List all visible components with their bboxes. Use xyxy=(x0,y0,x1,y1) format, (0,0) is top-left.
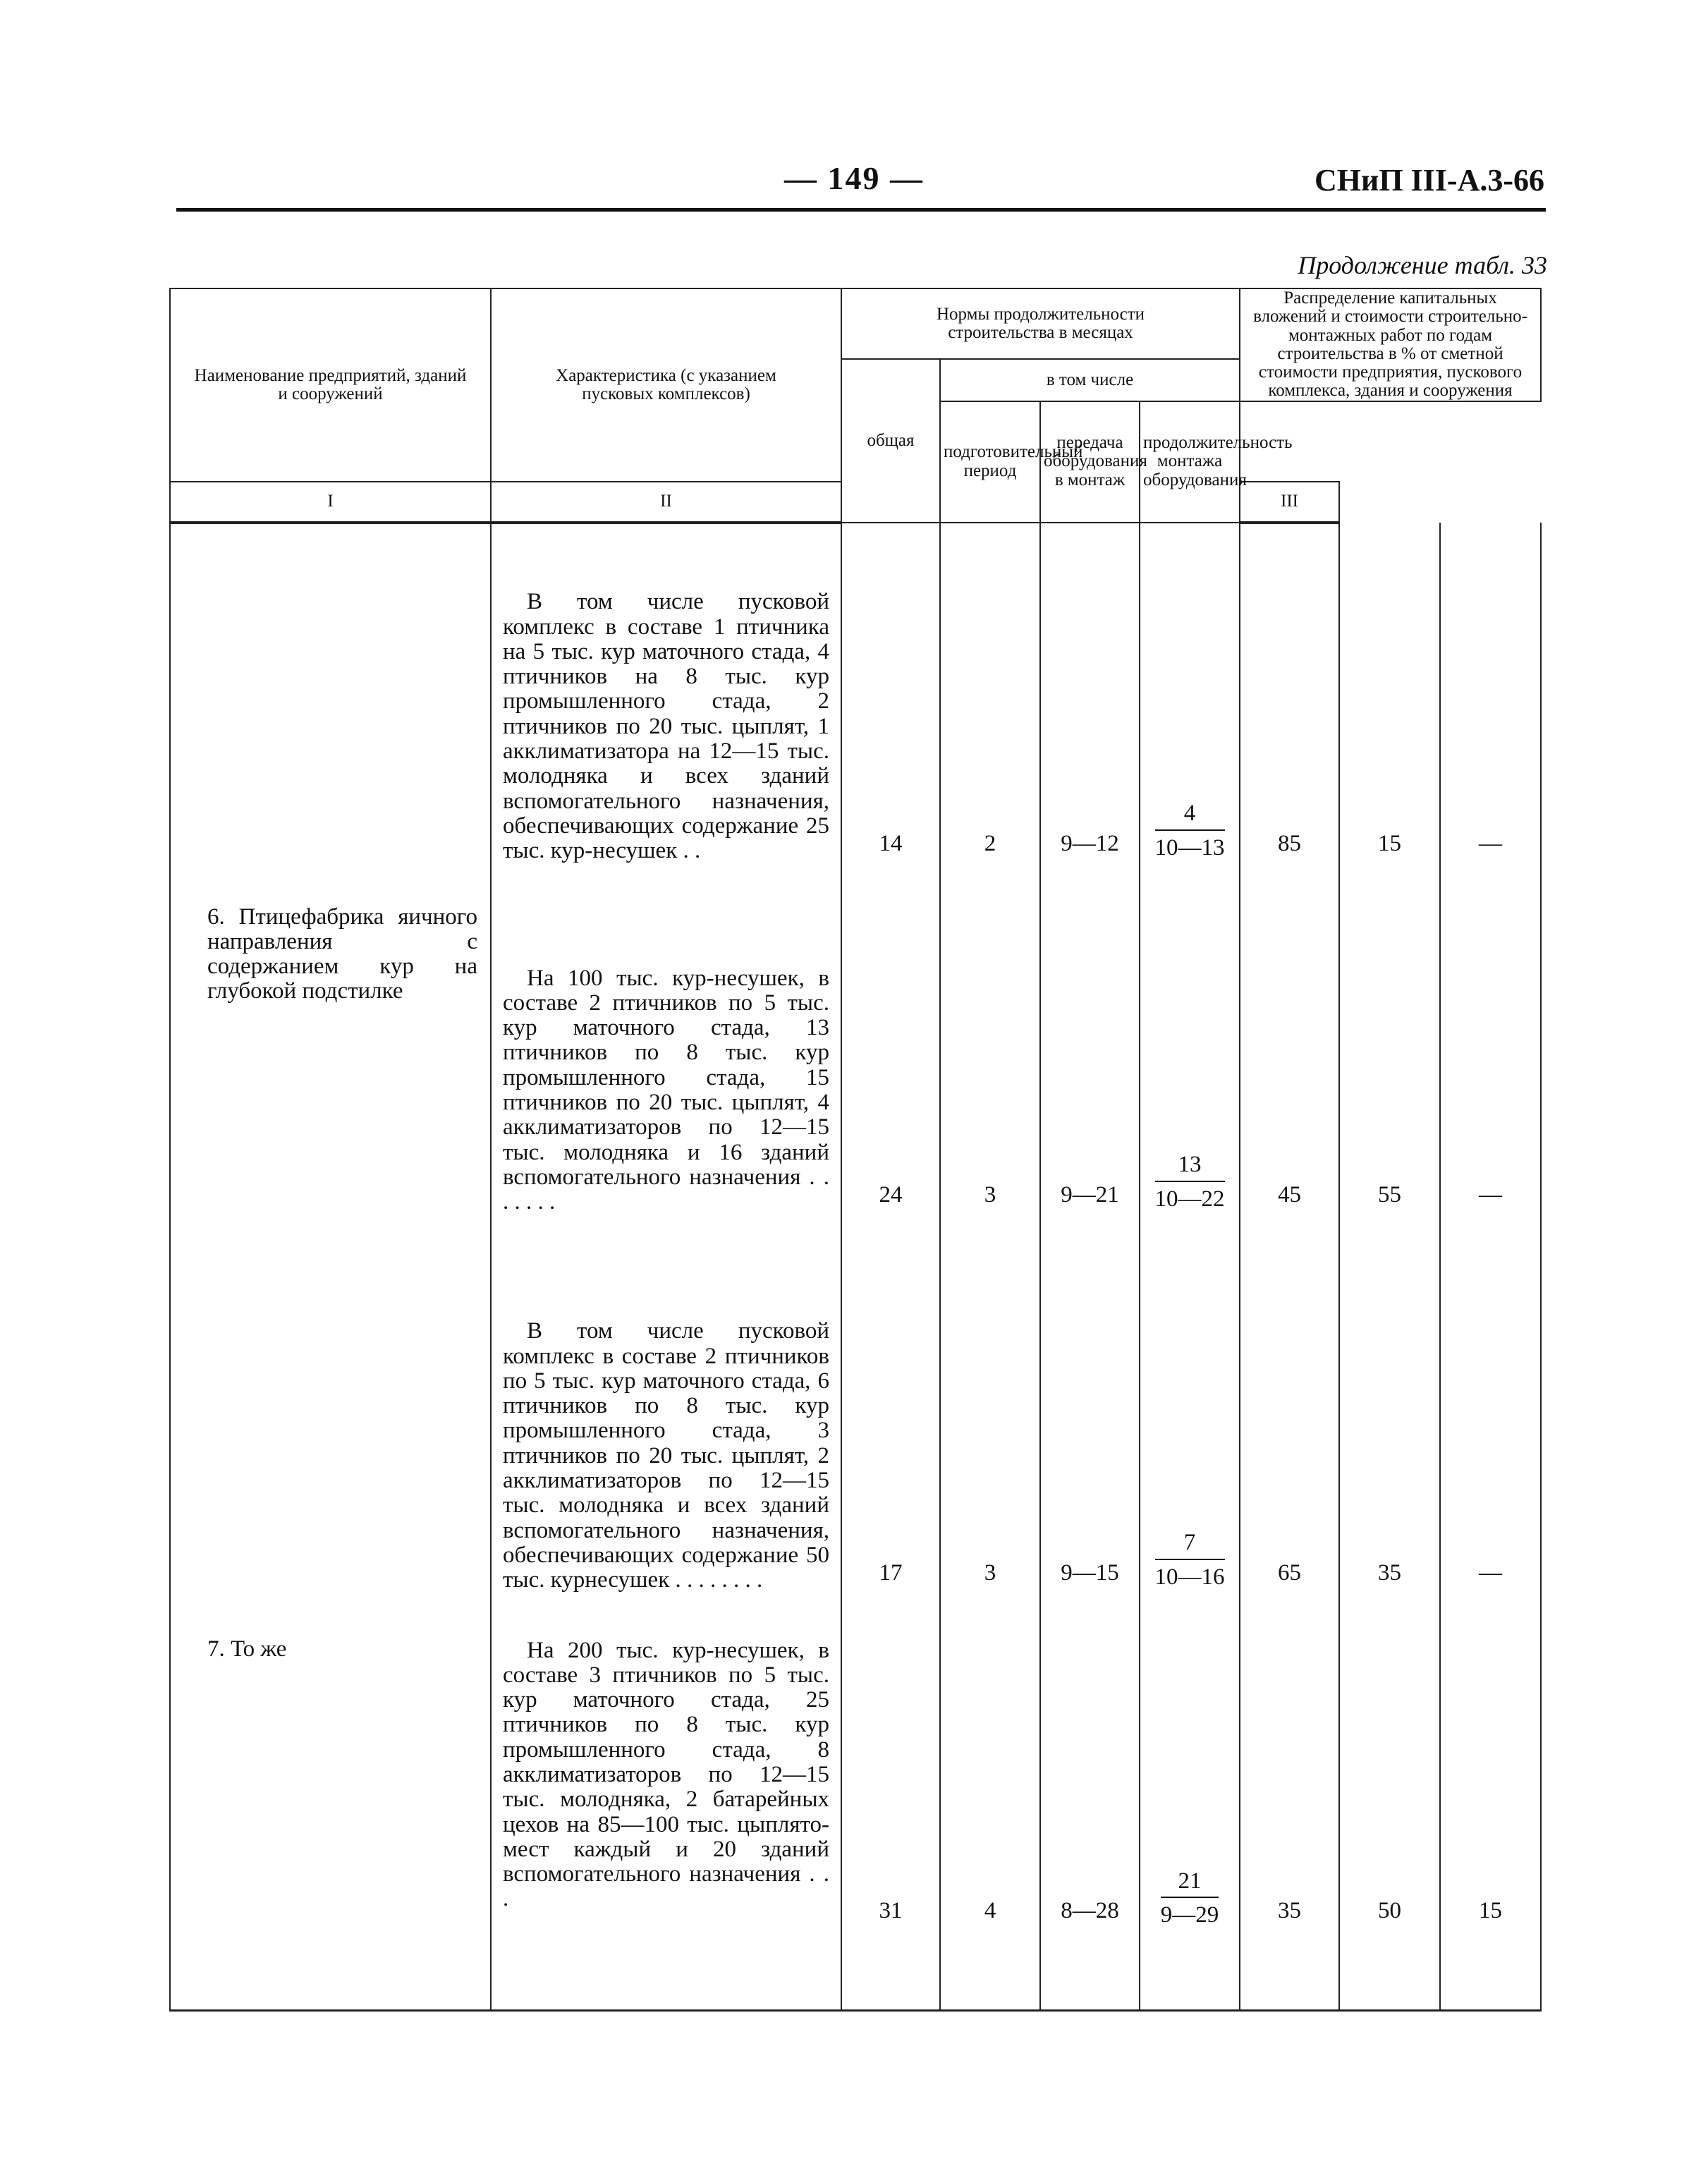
row-preparatory: 2 xyxy=(940,523,1040,864)
row-year-2: 15 xyxy=(1339,523,1440,864)
table-row xyxy=(170,864,1541,1215)
row-year-3: 15 xyxy=(1440,1593,1541,2011)
row-preparatory: 4 xyxy=(940,1593,1040,2011)
row-characteristic: В том числе пусковой комплекс в составе 2 птичников по 5 тыс. кур маточного стада, 6 птичников по 8 тыс. кур промышленного стада, 3 птичников по 20 тыс. цыплят, 2 акклиматизаторов по 12—15 тыс. молодняка и всех зданий вспомогательного назначения, обеспечивающих содержание 50 тыс. курнесушек . . . . . . . . xyxy=(491,1215,841,1593)
row-name xyxy=(170,1215,491,1593)
header-name: Наименование предприятий, зданий и сооружений xyxy=(170,288,491,482)
fraction-numerator: 13 xyxy=(1155,1152,1225,1181)
row-equipment-transfer: 9—21 xyxy=(1040,864,1140,1215)
row-installation xyxy=(1140,1215,1240,1593)
row-name: 6. Птицефабрика яичного направления с содержанием кур на глубокой подстилке xyxy=(170,864,491,1215)
row-equipment-transfer: 9—15 xyxy=(1040,1215,1140,1593)
table-row xyxy=(170,1215,1541,1593)
header-including: в том числе xyxy=(940,359,1240,401)
row-equipment-transfer: 8—28 xyxy=(1040,1593,1140,2011)
page-number: — 149 — xyxy=(784,160,924,196)
row-characteristic: В том числе пусковой комплекс в составе 1 птичника на 5 тыс. кур маточного стада, 4 птичников на 8 тыс. кур промышленного стада, 2 птичников по 20 тыс. цыплят, 1 акклиматизатора на 12—15 тыс. молодняка и всех зданий вспомогательного назначения, обеспечивающих содержание 25 тыс. кур-несушек . . xyxy=(491,523,841,864)
header-equipment-transfer: передача оборудования в монтаж xyxy=(1040,401,1140,523)
header-total: общая xyxy=(841,359,940,523)
row-year-3: — xyxy=(1440,523,1541,864)
header-distribution: Распределение капитальных вложений и стоимости строительно-монтажных работ по годам строительства в % от сметной стоимости предприятия, пускового комплекса, здания и сооружения xyxy=(1240,288,1541,401)
row-year-1: 45 xyxy=(1240,864,1339,1215)
header-installation-duration: продолжительность монтажа оборудования xyxy=(1140,401,1240,523)
row-year-3: — xyxy=(1440,864,1541,1215)
row-year-3: — xyxy=(1440,1215,1541,1593)
header-duration-group: Нормы продолжительности строительства в месяцах xyxy=(841,288,1240,359)
table-row xyxy=(170,1593,1541,2011)
row-year-2: 35 xyxy=(1339,1215,1440,1593)
header-rule xyxy=(176,208,1546,212)
row-installation xyxy=(1140,523,1240,864)
row-preparatory: 3 xyxy=(940,864,1040,1215)
header-year-3: III xyxy=(1240,482,1339,523)
row-characteristic: На 100 тыс. кур-несушек, в составе 2 птичников по 5 тыс. кур маточного стада, 13 птичников по 8 тыс. кур промышленного стада, 15 птичников по 20 тыс. цыплят, 4 акклиматизаторов по 12—15 тыс. молодняка и 16 зданий вспомогательного назначения . . . . . . . xyxy=(491,864,841,1215)
row-name: 7. То же xyxy=(170,1593,491,2011)
fraction-denominator: 10—16 xyxy=(1154,1564,1225,1590)
row-installation xyxy=(1140,864,1240,1215)
fraction-numerator: 7 xyxy=(1155,1530,1225,1559)
header-characteristic: Характеристика (с указанием пусковых комплексов) xyxy=(491,288,841,482)
header-preparatory: подготовительный период xyxy=(940,401,1040,523)
installation-fraction xyxy=(1155,1530,1225,1590)
row-preparatory: 3 xyxy=(940,1215,1040,1593)
document-code: СНиП III-А.3-66 xyxy=(1314,163,1544,197)
fraction-denominator: 10—22 xyxy=(1154,1186,1225,1212)
installation-fraction xyxy=(1155,1152,1225,1212)
row-year-1: 65 xyxy=(1240,1215,1339,1593)
fraction-numerator: 21 xyxy=(1161,1868,1219,1898)
fraction-denominator: 9—29 xyxy=(1160,1902,1219,1928)
header-year-2: II xyxy=(491,482,841,523)
row-equipment-transfer: 9—12 xyxy=(1040,523,1140,864)
fraction-denominator: 10—13 xyxy=(1154,834,1225,860)
header-year-1: I xyxy=(170,482,491,523)
row-total: 14 xyxy=(841,523,940,864)
row-year-1: 35 xyxy=(1240,1593,1339,2011)
norms-table xyxy=(169,288,1542,2012)
installation-fraction xyxy=(1155,801,1225,860)
row-total: 31 xyxy=(841,1593,940,2011)
row-year-1: 85 xyxy=(1240,523,1339,864)
row-characteristic: На 200 тыс. кур-несушек, в составе 3 птичников по 5 тыс. кур маточного стада, 25 птичников по 8 тыс. кур промышленного стада, 8 акклиматизаторов по 12—15 тыс. молодняка, 2 батарейных цехов на 85—100 тыс. цыплято-мест каждый и 20 зданий вспомогательного назначения . . . xyxy=(491,1593,841,2011)
row-year-2: 50 xyxy=(1339,1593,1440,2011)
row-total: 24 xyxy=(841,864,940,1215)
table-caption: Продолжение табл. 33 xyxy=(1298,251,1547,279)
row-name xyxy=(170,523,491,864)
row-year-2: 55 xyxy=(1339,864,1440,1215)
fraction-numerator: 4 xyxy=(1155,801,1225,830)
table-row xyxy=(170,523,1541,864)
installation-fraction xyxy=(1161,1868,1219,1928)
row-installation xyxy=(1140,1593,1240,2011)
row-total: 17 xyxy=(841,1215,940,1593)
